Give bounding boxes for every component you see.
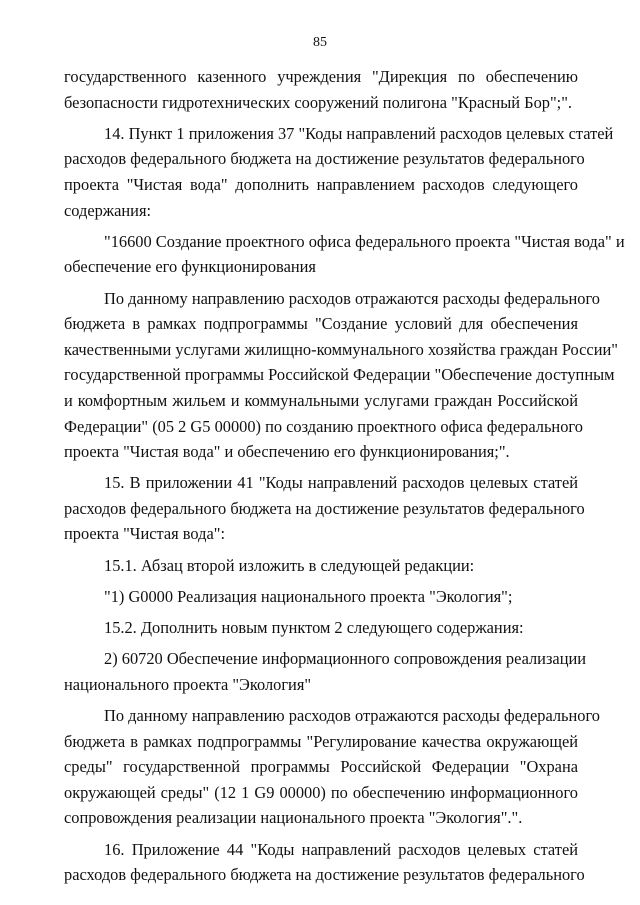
text-line: 15.2. Дополнить новым пунктом 2 следующего содержания:	[104, 618, 524, 638]
paragraph-code-16600	[64, 229, 625, 280]
text-line: 16. Приложение 44 "Коды направлений расходов целевых статей	[104, 839, 578, 859]
text-line: По данному направлению расходов отражаются расходы федерального	[104, 288, 600, 308]
page-number: 85	[313, 35, 327, 50]
text-line: расходов федерального бюджета на достижение результатов федерального	[64, 498, 585, 518]
text-line: национального проекта "Экология"	[64, 674, 312, 694]
text-line: расходов федерального бюджета на достижение результатов федерального	[64, 149, 585, 169]
text-line: 15. В приложении 41 "Коды направлений расходов целевых статей	[104, 473, 578, 493]
text-line: бюджета в рамках подпрограммы "Создание условий для обеспечения	[64, 314, 578, 334]
text-line: государственного казенного учреждения "Дирекция по обеспечению	[64, 67, 578, 86]
text-line: "1) G0000 Реализация национального проекта "Экология";	[104, 586, 513, 606]
text-line: проекта "Чистая вода" дополнить направлением расходов следующего	[64, 174, 578, 194]
text-line: проекта "Чистая вода" и обеспечению его функционирования;".	[64, 442, 510, 462]
paragraph-item-15-2	[64, 615, 578, 641]
paragraph-code-g0000	[64, 584, 578, 610]
paragraph-description-16600	[64, 286, 618, 465]
text-line: 14. Пункт 1 приложения 37 "Коды направлений расходов целевых статей	[104, 123, 614, 143]
text-line: проекта "Чистая вода":	[64, 524, 225, 544]
paragraph-item-15-1	[64, 553, 578, 579]
text-line: безопасности гидротехнических сооружений полигона "Красный Бор";".	[64, 92, 573, 112]
paragraph-item-15	[64, 470, 585, 547]
text-line: "16600 Создание проектного офиса федерального проекта "Чистая вода" и	[104, 231, 625, 251]
text-line: 2) 60720 Обеспечение информационного сопровождения реализации	[104, 649, 587, 669]
text-line: содержания:	[64, 200, 152, 220]
paragraph-description-60720	[64, 703, 600, 831]
document-body	[64, 64, 625, 888]
paragraph-continuation	[64, 64, 578, 115]
text-line: и комфортным жильем и коммунальными услугами граждан Российской	[64, 390, 578, 410]
text-line: бюджета в рамках подпрограммы "Регулирование качества окружающей	[64, 731, 578, 751]
text-line: По данному направлению расходов отражаются расходы федерального	[104, 706, 600, 725]
text-line: обеспечение его функционирования	[64, 257, 316, 277]
paragraph-code-60720	[64, 646, 587, 697]
text-line: государственной программы Российской Федерации "Обеспечение доступным	[64, 365, 615, 385]
paragraph-item-14	[64, 121, 614, 223]
text-line: расходов федерального бюджета на достижение результатов федерального	[64, 865, 585, 885]
text-line: качественными услугами жилищно-коммунального хозяйства граждан России"	[64, 339, 618, 359]
text-line: сопровождения реализации национального проекта "Экология".".	[64, 808, 523, 828]
text-line: 15.1. Абзац второй изложить в следующей редакции:	[104, 555, 475, 575]
text-line: среды" государственной программы Российской Федерации "Охрана	[64, 757, 578, 777]
text-line: окружающей среды" (12 1 G9 00000) по обеспечению информационного	[64, 782, 578, 802]
paragraph-item-16	[64, 837, 585, 888]
text-line: Федерации" (05 2 G5 00000) по созданию проектного офиса федерального	[64, 416, 583, 436]
